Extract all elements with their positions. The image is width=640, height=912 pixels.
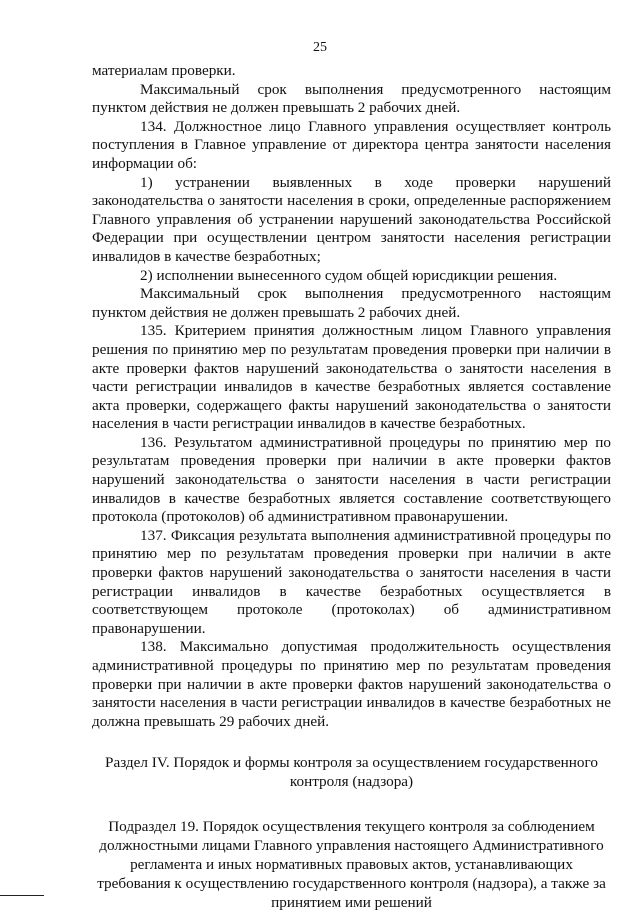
paragraph: Максимальный срок выполнения предусмотренного настоящим пунктом действия не должен превышать 2 рабочих дней. — [92, 285, 611, 321]
paragraph-134: 134. Должностное лицо Главного управления осуществляет контроль поступления в Главное управление от директора центра занятости населения информации об: — [92, 117, 611, 172]
list-item-2: 2) исполнении вынесенного судом общей юрисдикции решения. — [140, 266, 558, 284]
subsection-heading: Подраздел 19. Порядок осуществления текущего контроля за соблюдением должностными лицами Главного управления настоящего Административного регламента и иных нормативных правовых актов, устанавливающих требования к осуществлению государственного контроля (надзора), а также за принятием ими решений — [97, 818, 606, 912]
paragraph-137: 137. Фиксация результата выполнения административной процедуры по принятию мер по результатам проведения проверки при наличии в акте проверки фактов нарушений законодательства о занятости населения в части регистрации инвалидов в качестве безработных осуществляется в соответствующем протоколе (протоколах) об административном правонарушении. — [92, 526, 611, 637]
paragraph-135: 135. Критерием принятия должностным лицом Главного управления решения по принятию мер по результатам проведения проверки при наличии в акте проверки фактов нарушений законодательства о занятости населения в части регистрации инвалидов в качестве безработных является составление акта проверки, содержащего факты нарушений законодательства о занятости населения в части регистрации инвалидов в качестве безработных. — [92, 322, 611, 433]
paragraph-138: 138. Максимально допустимая продолжительность осуществления административной процедуры по принятию мер по результатам проведения проверки при наличии в акте проверки фактов нарушений законодательства о занятости населения в части регистрации инвалидов в качестве безработных не должна превышать 29 рабочих дней. — [92, 638, 611, 730]
list-item-1: 1) устранении выявленных в ходе проверки нарушений законодательства о занятости населения в сроки, определенные распоряжением Главного управления об устранении нарушений законодательства Российской Федерации при осуществлении центром занятости населения регистрации инвалидов в качестве безработных; — [92, 173, 611, 265]
paragraph: материалам проверки. — [92, 62, 236, 79]
section-heading: Раздел IV. Порядок и формы контроля за осуществлением государственного контроля (надзора) — [105, 754, 598, 791]
document-body — [92, 62, 611, 912]
page-number: 25 — [313, 40, 327, 55]
paragraph: Максимальный срок выполнения предусмотренного настоящим пунктом действия не должен превышать 2 рабочих дней. — [92, 80, 611, 117]
scan-edge-mark — [0, 895, 44, 896]
paragraph-136: 136. Результатом административной процедуры по принятию мер по результатам проведения проверки при наличии в акте проверки фактов нарушений законодательства о занятости населения в части регистрации инвалидов в качестве безработных является составление соответствующего протокола (протоколов) об административном правонарушении. — [92, 433, 611, 526]
